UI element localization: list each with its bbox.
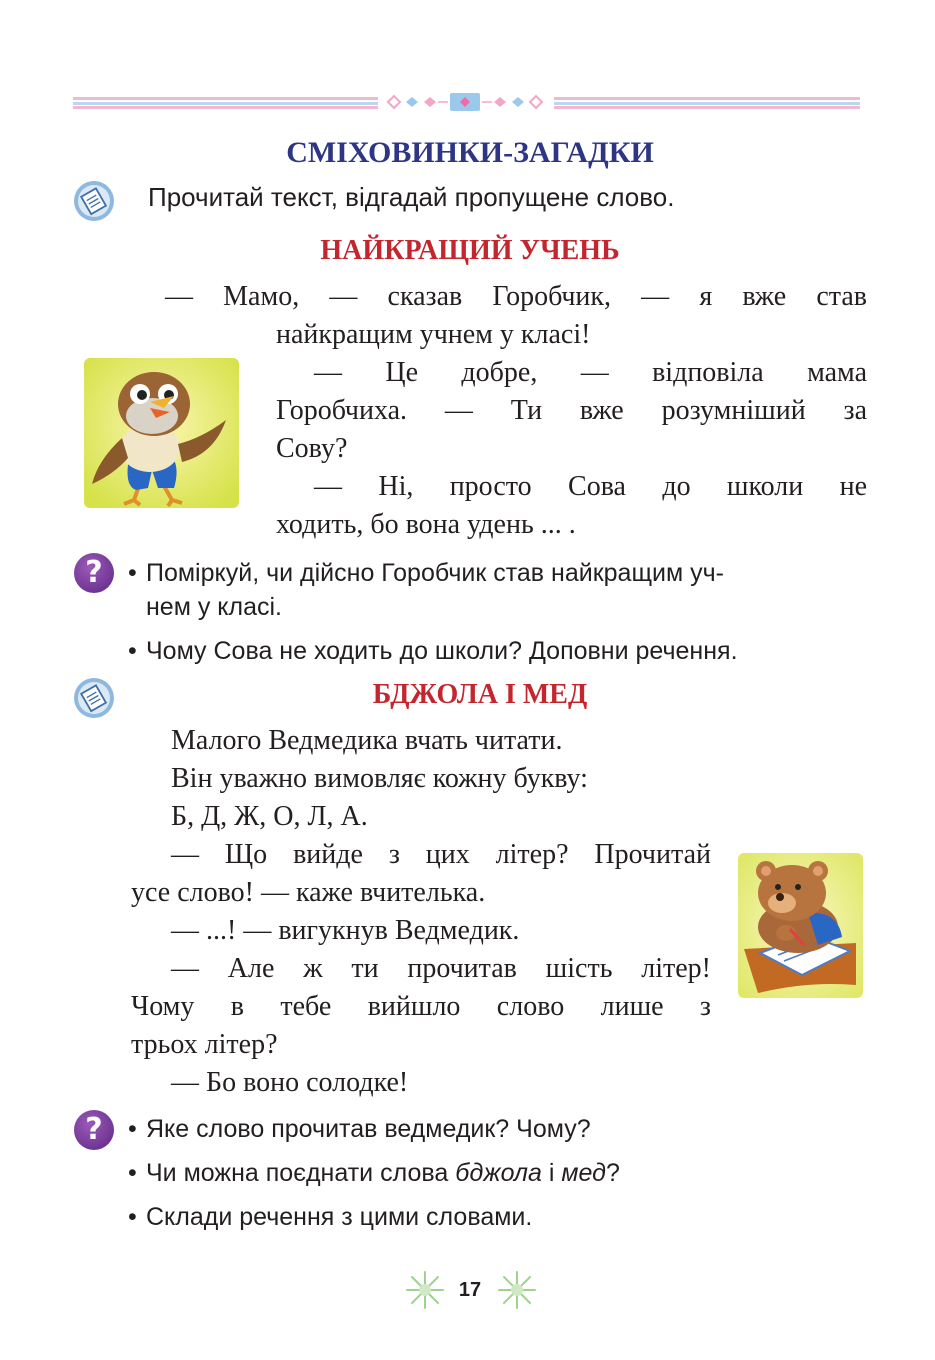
question-text: Чому Сова не ходить до школи? Доповни речення. — [146, 637, 738, 665]
bullet: • — [128, 637, 137, 665]
snowflake-ornament-icon — [405, 1270, 445, 1310]
story2-text — [131, 722, 711, 1102]
story2-line: — Що вийде з цих літер? Прочитай — [171, 839, 711, 870]
question-italic-word: мед — [561, 1159, 606, 1187]
bullet: • — [128, 1115, 137, 1143]
header-line-left — [73, 97, 378, 109]
story1-line: — Мамо, — сказав Горобчик, — я вже став — [165, 281, 867, 312]
notebook-icon — [73, 180, 115, 222]
story2-line: Б, Д, Ж, О, Л, А. — [171, 801, 368, 832]
story2-title: БДЖОЛА І МЕД — [372, 679, 588, 710]
question-item-continuation — [128, 590, 868, 624]
story1-text-indented — [276, 316, 867, 544]
questions2 — [128, 1112, 868, 1234]
header-line-right — [554, 97, 860, 109]
sparrow-illustration — [84, 358, 239, 508]
question-text-part: і — [541, 1159, 562, 1187]
story2-line: усе слово! — каже вчителька. — [131, 877, 486, 908]
question-text: Склади речення з цими словами. — [146, 1203, 533, 1231]
question-mark: ? — [85, 555, 103, 590]
question-text: Яке слово прочитав ведмедик? Чому? — [146, 1115, 591, 1143]
story1-line: — Це добре, — відповіла мама — [314, 357, 867, 388]
questions1 — [128, 556, 868, 668]
story2-line: Чому в тебе вийшло слово лише з — [131, 991, 711, 1022]
bear-illustration — [738, 853, 863, 998]
story1-text — [165, 278, 867, 316]
page-number: 17 — [458, 1279, 482, 1301]
section-title: СМІХОВИНКИ-ЗАГАДКИ — [286, 136, 654, 169]
question-text-part: ? — [605, 1159, 620, 1187]
question-italic-word: бджола — [455, 1159, 542, 1187]
question-item — [128, 1112, 868, 1146]
snowflake-ornament-icon — [497, 1270, 537, 1310]
question-text: нем у класі. — [146, 593, 282, 621]
story1-line: найкращим учнем у класі! — [276, 319, 591, 350]
bullet: • — [128, 559, 137, 587]
story2-line: Він уважно вимовляє кожну букву: — [171, 763, 588, 794]
story1-line: — Ні, просто Сова до школи не — [314, 471, 867, 502]
story2-line: — ...! — вигукнув Ведмедик. — [171, 915, 520, 946]
question-text-part: Чи можна поєднати слова — [146, 1159, 456, 1187]
instruction-text: Прочитай текст, відгадай пропущене слово. — [148, 182, 675, 212]
story2-line: трьох літер? — [131, 1029, 278, 1060]
story2-line: Малого Ведмедика вчать читати. — [171, 725, 563, 756]
story1-title: НАЙКРАЩИЙ УЧЕНЬ — [320, 235, 620, 266]
question-item — [128, 634, 868, 668]
question-mark: ? — [85, 1112, 103, 1147]
bullet: • — [128, 1159, 137, 1187]
story2-line: — Бо воно солодке! — [171, 1067, 409, 1098]
story1-line: Горобчиха. — Ти вже розумніший за — [276, 395, 867, 426]
story1-line: ходить, бо вона удень ... . — [276, 509, 576, 540]
question-item — [128, 556, 868, 590]
question-icon — [74, 553, 114, 593]
bullet: • — [128, 1203, 137, 1231]
question-icon — [74, 1110, 114, 1150]
story1-line: Сову? — [276, 433, 348, 464]
question-item — [128, 1156, 868, 1190]
question-text: Поміркуй, чи дійсно Горобчик став найкращим уч- — [146, 559, 724, 587]
question-item — [128, 1200, 868, 1234]
header-ornament — [380, 90, 550, 114]
story2-line: — Але ж ти прочитав шість літер! — [171, 953, 711, 984]
